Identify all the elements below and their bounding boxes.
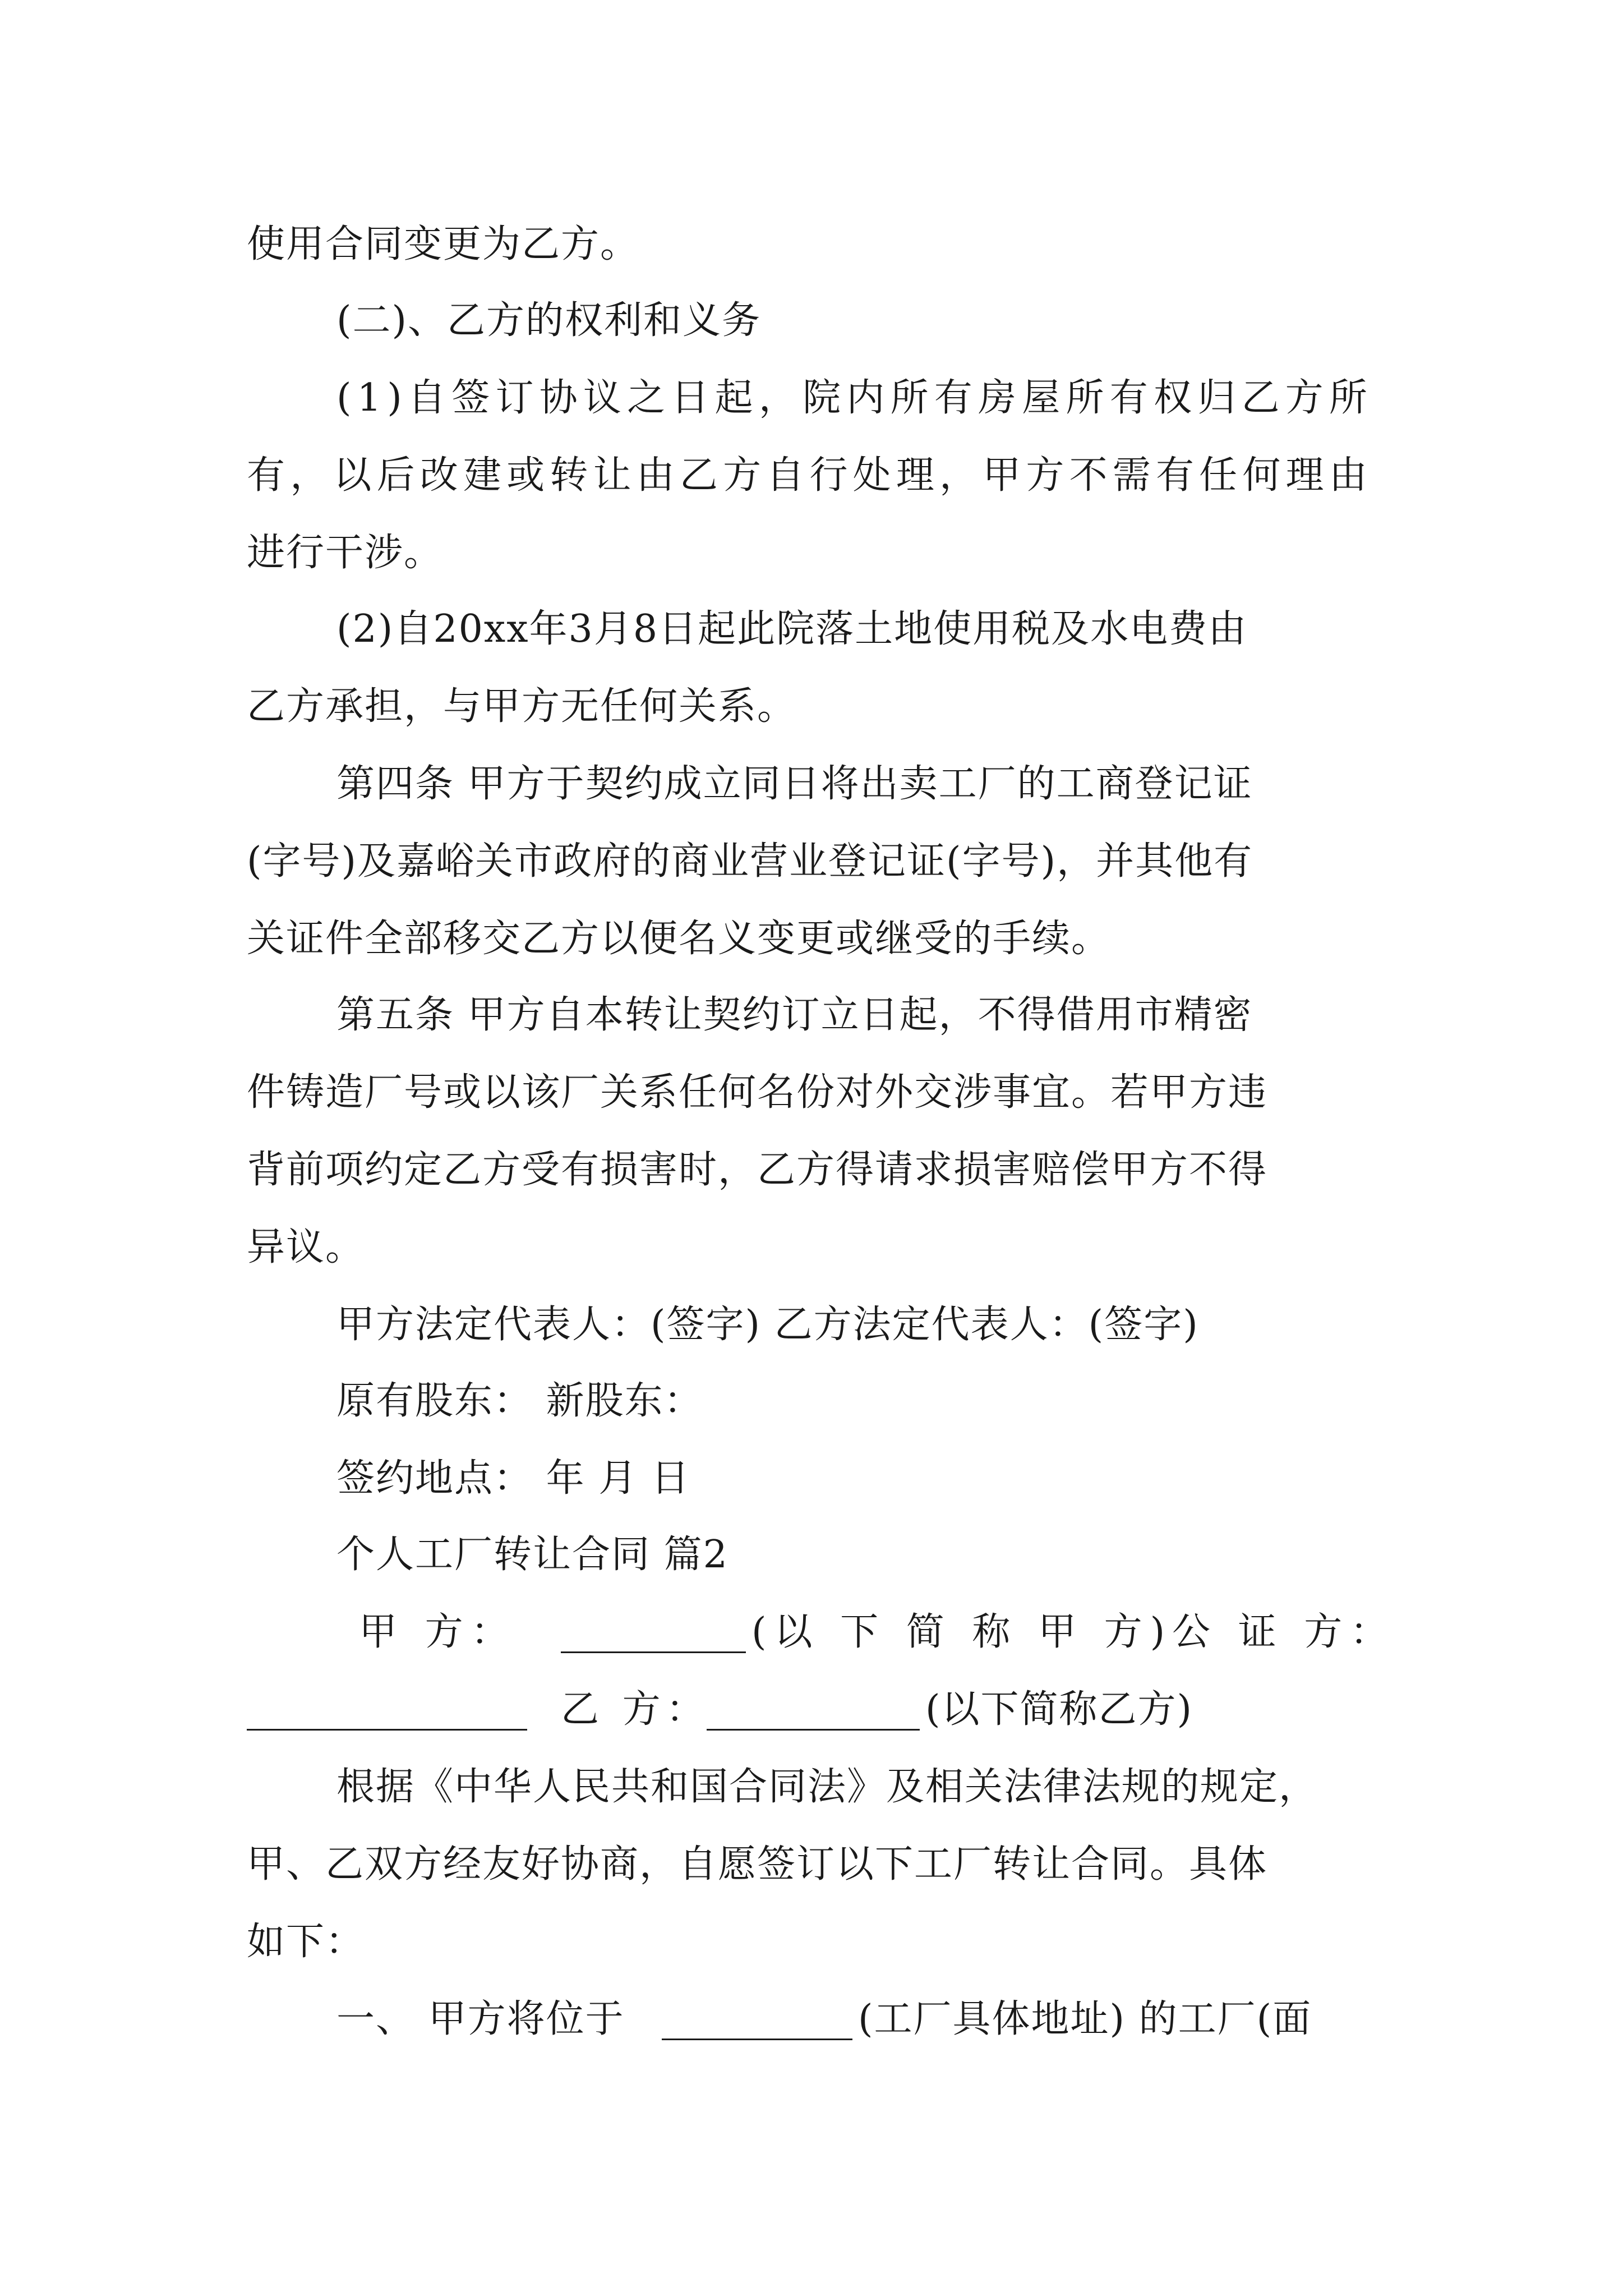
party-a-label: 甲 方： <box>359 1610 517 1654</box>
party-b-blank <box>707 1696 920 1731</box>
section-title: 个人工厂转让合同 篇2 <box>336 1533 728 1577</box>
text-line: 异议。 <box>247 1225 365 1269</box>
text-line: 乙方承担，与甲方无任何关系。 <box>247 684 797 729</box>
text-line: 甲、乙双方经友好协商，自愿签订以下工厂转让合同。具体 <box>247 1842 1268 1887</box>
signature-line: 甲方法定代表人：(签字) 乙方法定代表人：(签字) <box>336 1303 1199 1347</box>
text-line: 第四条 甲方于契约成立同日将出卖工厂的工商登记证 <box>336 762 1253 806</box>
text-line: 背前项约定乙方受有损害时，乙方得请求损害赔偿甲方不得 <box>247 1148 1268 1192</box>
notary-blank <box>247 1696 527 1731</box>
clause-one-suffix: (工厂具体地址) 的工厂(面 <box>858 1997 1312 2041</box>
party-b-label: 乙 方： <box>561 1687 710 1732</box>
text-line: 件铸造厂号或以该厂关系任何名份对外交涉事宜。若甲方违 <box>247 1070 1268 1115</box>
text-line: (字号)及嘉峪关市政府的商业营业登记证(字号)，并其他有 <box>247 839 1253 884</box>
text-line: ( 1 ) 自 签 订 协 议 之 日 起 ， 院 内 所 有 房 屋 所 有 权 归 乙 方 所 <box>336 376 1368 420</box>
text-line: 根据《中华人民共和国合同法》及相关法律法规的规定， <box>336 1765 1318 1809</box>
party-a-suffix: (以 下 简 称 甲 方) <box>751 1610 1173 1654</box>
clause-one-prefix: 一、 甲方将位于 <box>336 1997 625 2041</box>
text-line: 第五条 甲方自本转让契约订立日起，不得借用市精密 <box>336 993 1253 1037</box>
text-line: 关证件全部移交乙方以便名义变更或继受的手续。 <box>247 917 1111 961</box>
text-line: 使用合同变更为乙方。 <box>247 222 640 266</box>
section-heading: (二)、乙方的权利和义务 <box>336 298 762 343</box>
factory-address-blank <box>662 2006 852 2040</box>
sign-place-date-line: 签约地点： 年 月 日 <box>336 1456 690 1501</box>
party-a-blank <box>561 1619 746 1653</box>
notary-label: 公 证 方： <box>1172 1610 1396 1654</box>
party-b-suffix: (以下简称乙方) <box>925 1687 1193 1732</box>
text-line: (2)自20xx年3月8日起此院落土地使用税及水电费由 <box>336 607 1248 651</box>
text-line: 如下： <box>247 1920 365 1964</box>
text-line: 有 ， 以 后 改 建 或 转 让 由 乙 方 自 行 处 理 ， 甲 方 不 需 有 任 何 理 由 <box>247 453 1368 498</box>
text-line: 进行干涉。 <box>247 531 444 575</box>
shareholder-line: 原有股东： 新股东： <box>336 1379 703 1423</box>
